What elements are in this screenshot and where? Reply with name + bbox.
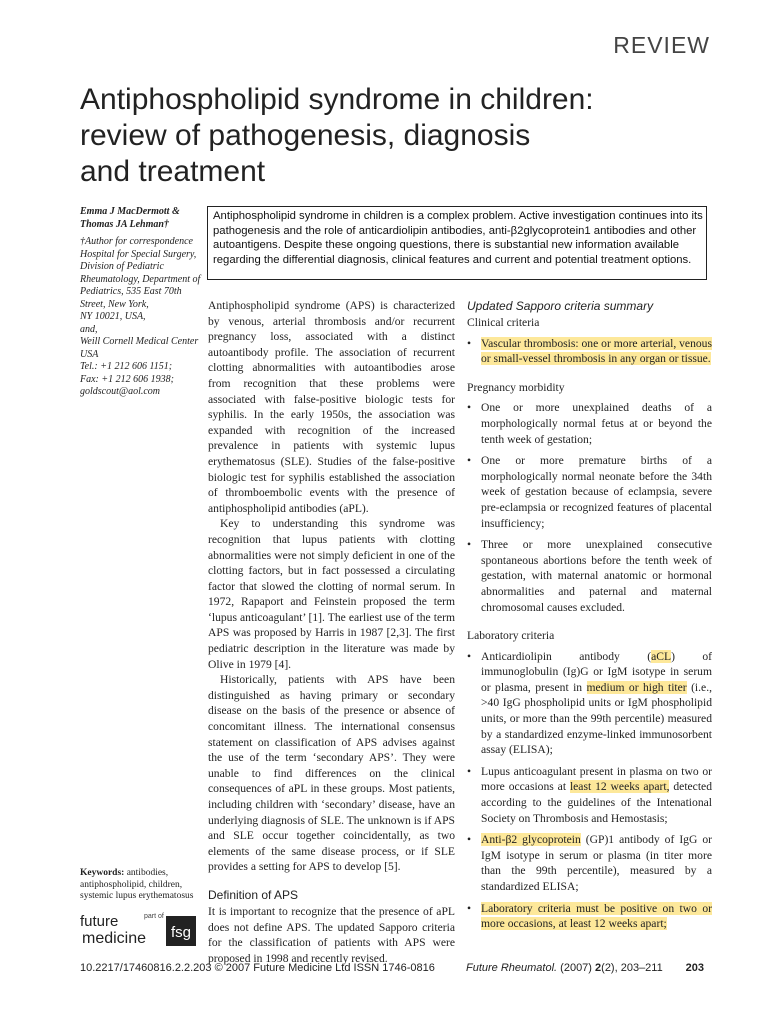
affiliation xyxy=(80,236,201,399)
laboratory-criteria-list xyxy=(467,649,712,932)
author-list xyxy=(80,206,198,231)
clinical-criteria-list xyxy=(467,336,712,367)
list-item: • Anti-β2 glycoprotein (GP)1 antibody of IgG or IgM isotype in serum or plasma (in titer more than the 99th percentile), measured by a standardized ELISA; xyxy=(467,832,712,894)
highlighted-text: medium or high titer xyxy=(586,680,687,694)
title-line: and treatment xyxy=(80,155,266,188)
author-name: Thomas JA Lehman† xyxy=(80,218,169,230)
affiliation-line: Division of Pediatric xyxy=(80,261,164,272)
clinical-criteria-heading: Clinical criteria xyxy=(467,316,540,329)
body-paragraph: It is important to recognize that the presence of aPL does not define APS. The updated Sapporo criteria for the classification of patients with APS were proposed in 1998 and recently revised. xyxy=(208,904,455,965)
highlighted-text: Laboratory criteria must be positive on two or more occasions, at least 12 weeks apart; xyxy=(481,901,712,931)
logo-part-of: part of xyxy=(144,913,164,920)
affiliation-line: Weill Cornell Medical Center xyxy=(80,336,199,347)
highlighted-text: Vascular thrombosis: one or more arterial, venous or small-vessel thrombosis in any organ or tissue. xyxy=(481,336,712,366)
logo-graphic xyxy=(80,912,196,946)
page-footer xyxy=(80,962,704,976)
keywords-label: Keywords: xyxy=(80,868,125,878)
pregnancy-morbidity-heading: Pregnancy morbidity xyxy=(467,380,565,394)
list-item: • Lupus anticoagulant present in plasma on two or more occasions at least 12 weeks apart, detected according to the guidelines of the Intenational Society on Thrombosis and Hemostasis; xyxy=(467,764,712,826)
highlighted-text: aCL xyxy=(651,649,672,663)
title-line: Antiphospholipid syndrome in children: xyxy=(80,83,594,116)
section-heading: Definition of APS xyxy=(208,887,299,902)
affiliation-line: USA xyxy=(80,348,99,360)
section-label: REVIEW xyxy=(613,32,710,58)
affiliation-line: Hospital for Special Surgery, xyxy=(80,248,197,260)
author-sidebar xyxy=(80,206,201,399)
author-name: Emma J MacDermott & xyxy=(80,206,180,217)
email-link[interactable]: goldscout@aol.com xyxy=(80,386,161,397)
list-item: • One or more premature births of a morphologically normal neonate before the 34th week of gestation because of eclampsia, severe pre-eclampsia or recognized features of placental insufficiency; xyxy=(467,453,712,531)
list-item: • One or more unexplained deaths of a morphologically normal fetus at or beyond the tenth week of gestation; xyxy=(467,400,712,447)
criteria-box xyxy=(467,298,712,938)
affiliation-line: Pediatrics, 535 East 70th xyxy=(80,286,182,297)
body-paragraph: Historically, patients with APS have been distinguished as having primary or secondary disease on the basis of the presence or absence of concomitant illness. The international consensus statement on classification of APS advises against the use of the term ‘secondary APS’. They were unable to find differences on the clinical consequences of aPL in these groups. Most patients, including children with ‘secondary’ disease, have an underlying diagnosis of SLE. The unknown is if APS and SLE occur together coincidentally, as two elements of the same disease process, or if SLE provides a setting for APS to develop [5]. xyxy=(208,673,455,874)
affiliation-line: NY 10021, USA, xyxy=(80,311,146,322)
body-paragraph: Antiphospholipid syndrome (APS) is characterized by venous, arterial thrombosis and/or recurrent pregnancy loss, associated with a distinct autoantibody profile. The association of recurrent clotting abnormalities with autoantibodies arose from recognition that these problems were associated with false-positive biologic tests for syphilis. In the early 1950s, the association was expanded with recognition of the increased prevalence in patients with systemic lupus erythematosus (SLE). Studies of the false-positive biologic test for syphilis established the association of thromboembolic events with the presence of antiphospholipid antibodies (aPL). xyxy=(208,299,455,515)
affiliation-line: Rheumatology, Department of xyxy=(80,273,201,285)
logo-line2: medicine xyxy=(82,930,147,946)
page-number: 203 xyxy=(685,962,704,974)
list-item xyxy=(467,336,712,367)
highlighted-text: least 12 weeks apart, xyxy=(569,780,670,794)
list-item xyxy=(467,901,712,932)
article-title xyxy=(80,82,680,190)
affiliation-line: †Author for correspondence xyxy=(80,236,193,247)
fsg-badge-text: fsg xyxy=(170,924,192,941)
footer-doi[interactable]: 10.2217/17460816.2.2.203 © 2007 Future Medicine Ltd ISSN 1746-0816 xyxy=(80,962,435,974)
highlighted-text: Anti-β2 glycoprotein xyxy=(481,833,581,847)
future-medicine-logo xyxy=(80,912,196,946)
criteria-box-title: Updated Sapporo criteria summary xyxy=(467,299,654,313)
body-column-left xyxy=(208,298,455,966)
laboratory-criteria-heading: Laboratory criteria xyxy=(467,629,555,643)
abstract-box: Antiphospholipid syndrome in children is a complex problem. Active investigation continues into its pathogenesis and the role of anticardiolipin antibodies, anti-β2glycoprotein1 antibodies and other autoantigens. Despite these ongoing questions, there is substantial new information available regarding the differential diagnosis, clinical features and current and potential treatment options. xyxy=(207,206,707,280)
affiliation-line: Street, New York, xyxy=(80,298,149,310)
keywords xyxy=(80,868,198,903)
list-item: • Anticardiolipin antibody (aCL) of immunoglobulin (Ig)G or IgM isotype in serum or plasma, present in medium or high titer (i.e., >40 IgG phospholipid units or IgM phospholipid units, or more than the 99th percentile) measured by a standardized enzyme-linked immunosorbent assay (ELISA); xyxy=(467,649,712,758)
footer-citation: Future Rheumatol. (2007) 2(2), 203–211 xyxy=(466,962,663,974)
title-line: review of pathogenesis, diagnosis xyxy=(80,119,531,152)
affiliation-line: Fax: +1 212 606 1938; xyxy=(80,373,174,385)
pregnancy-criteria-list xyxy=(467,400,712,615)
affiliation-line: and, xyxy=(80,323,98,335)
logo-line1: future xyxy=(80,913,119,930)
list-item: • Three or more unexplained consecutive spontaneous abortions before the tenth week of gestation, with maternal anatomic or hormonal abnormalities and paternal and maternal chromosomal causes excluded. xyxy=(467,537,712,615)
affiliation-line: Tel.: +1 212 606 1151; xyxy=(80,361,173,372)
body-paragraph: Key to understanding this syndrome was recognition that lupus patients with clotting abnormalities were not simply deficient in one of the clotting factors, but in fact possessed a circulating factor that slowed the clotting of normal serum. In 1972, Rapaport and Feinstein proposed the term ‘lupus anticoagulant’ [1]. The earliest use of the term APS was proposed by Harris in 1987 [2,3]. The first pediatric description in the literature was made by Olive in 1979 [4]. xyxy=(208,517,455,671)
keywords-text: antibodies, antiphospholipid, children, systemic lupus erythematosus xyxy=(80,868,194,901)
